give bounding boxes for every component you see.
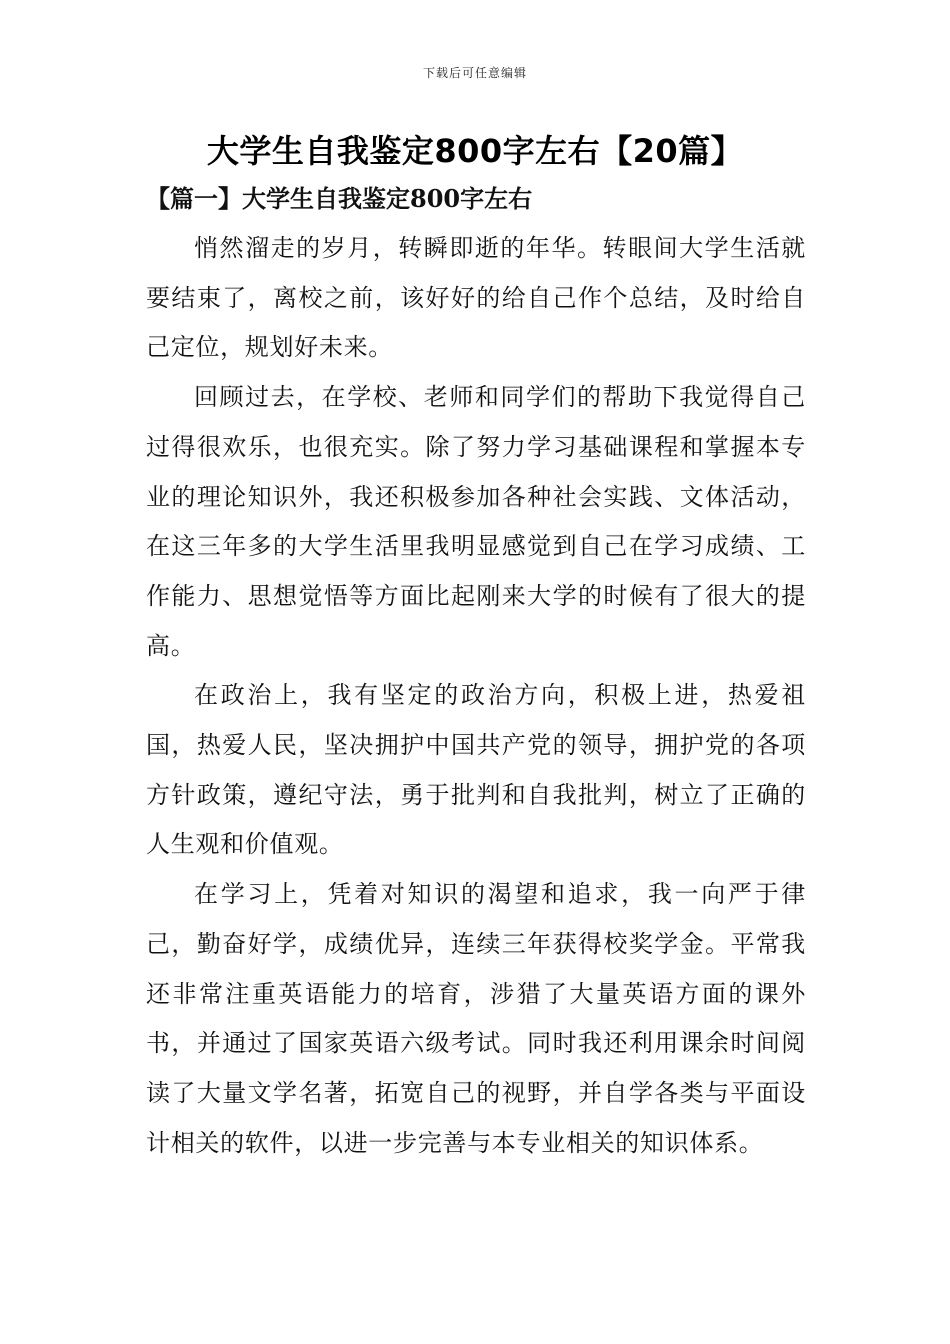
header-note: 下载后可任意编辑 [422, 66, 527, 80]
document-title: 大学生自我鉴定800字左右【20篇】 [206, 132, 744, 170]
paragraph: 在学习上，凭着对知识的渴望和追求，我一向严于律己，勤奋好学，成绩优异，连续三年获得校奖学金。平常我还非常注重英语能力的培育，涉猎了大量英语方面的课外书，并通过了国家英语六级考试。同时我还利用课余时间阅读了大量文学名著，拓宽自己的视野，并自学各类与平面设计相关的软件，以进一步完善与本专业相关的知识体系。 [146, 880, 806, 1157]
paragraph: 回顾过去，在学校、老师和同学们的帮助下我觉得自己过得很欢乐，也很充实。除了努力学习基础课程和掌握本专业的理论知识外，我还积极参加各种社会实践、文体活动，在这三年多的大学生活里我明显感觉到自己在学习成绩、工作能力、思想觉悟等方面比起刚来大学的时候有了很大的提高。 [146, 383, 806, 660]
body-text [146, 224, 806, 1168]
paragraph: 在政治上，我有坚定的政治方向，积极上进，热爱祖国，热爱人民，坚决拥护中国共产党的领导，拥护党的各项方针政策，遵纪守法，勇于批判和自我批判，树立了正确的人生观和价值观。 [146, 681, 806, 859]
section-heading: 【篇一】大学生自我鉴定800字左右 [146, 184, 533, 213]
paragraph: 悄然溜走的岁月，转瞬即逝的年华。转眼间大学生活就要结束了，离校之前，该好好的给自己作个总结，及时给自己定位，规划好未来。 [146, 234, 806, 362]
